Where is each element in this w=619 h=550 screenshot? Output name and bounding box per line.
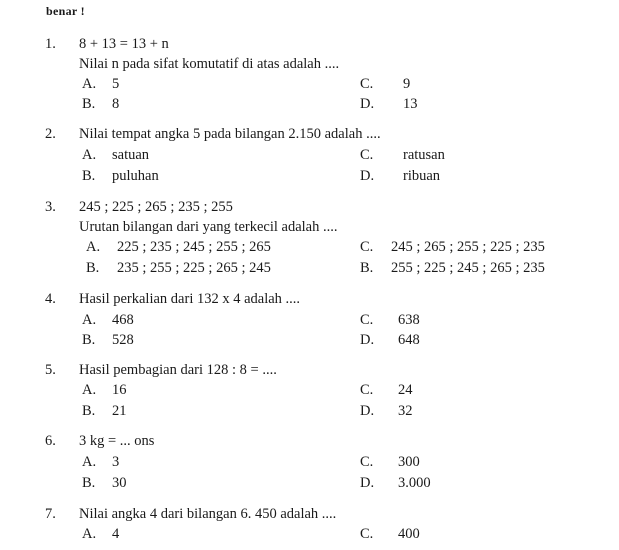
option-letter: B.: [82, 332, 96, 348]
option-letter: A.: [82, 76, 97, 92]
option-letter: B.: [86, 260, 100, 276]
option-letter: D.: [360, 332, 375, 348]
option-letter: D.: [360, 403, 375, 419]
option-a[interactable]: satuan: [112, 147, 150, 163]
question-sub: Nilai n pada sifat komutatif di atas adalah ....: [79, 56, 340, 72]
option-a[interactable]: 225 ; 235 ; 245 ; 255 ; 265: [117, 239, 271, 255]
question-stem: Nilai tempat angka 5 pada bilangan 2.150 adalah ....: [79, 126, 381, 142]
option-letter: A.: [82, 147, 97, 163]
option-letter: C.: [360, 76, 374, 92]
option-a[interactable]: 3: [112, 454, 120, 470]
option-letter: A.: [82, 382, 97, 398]
option-a[interactable]: 5: [112, 76, 120, 92]
question-stem: 3 kg = ... ons: [79, 433, 155, 449]
question-stem: 245 ; 225 ; 265 ; 235 ; 255: [79, 199, 233, 215]
option-d[interactable]: ribuan: [403, 168, 441, 184]
option-c[interactable]: 300: [398, 454, 420, 470]
option-a[interactable]: 468: [112, 312, 134, 328]
option-d[interactable]: 648: [398, 332, 420, 348]
option-letter: B.: [82, 96, 96, 112]
option-c[interactable]: 245 ; 265 ; 255 ; 225 ; 235: [391, 239, 545, 255]
option-c[interactable]: 24: [398, 382, 413, 398]
option-b[interactable]: 21: [112, 403, 127, 419]
option-letter: C.: [360, 382, 374, 398]
option-letter: B.: [82, 168, 96, 184]
option-b[interactable]: 30: [112, 475, 127, 491]
question-number: 1.: [45, 36, 56, 52]
option-c[interactable]: 638: [398, 312, 420, 328]
option-a[interactable]: 16: [112, 382, 127, 398]
question-stem: Hasil pembagian dari 128 : 8 = ....: [79, 362, 277, 378]
option-letter: C.: [360, 454, 374, 470]
question-number: 7.: [45, 506, 56, 522]
option-letter: B.: [82, 475, 96, 491]
question-number: 3.: [45, 199, 56, 215]
option-b[interactable]: puluhan: [112, 168, 159, 184]
option-c[interactable]: ratusan: [403, 147, 445, 163]
question-number: 2.: [45, 126, 56, 142]
option-letter: C.: [360, 312, 374, 328]
question-number: 4.: [45, 291, 56, 307]
question-sub: Urutan bilangan dari yang terkecil adalah ....: [79, 219, 338, 235]
question-stem: Nilai angka 4 dari bilangan 6. 450 adalah ....: [79, 506, 337, 522]
question-stem: Hasil perkalian dari 132 x 4 adalah ....: [79, 291, 301, 307]
option-b[interactable]: 8: [112, 96, 120, 112]
option-letter: A.: [86, 239, 101, 255]
option-c[interactable]: 400: [398, 526, 420, 542]
option-d[interactable]: 32: [398, 403, 413, 419]
option-letter: B.: [360, 260, 374, 276]
option-letter: A.: [82, 454, 97, 470]
option-d[interactable]: 13: [403, 96, 418, 112]
option-d[interactable]: 255 ; 225 ; 245 ; 265 ; 235: [391, 260, 545, 276]
option-letter: C.: [360, 526, 374, 542]
option-d[interactable]: 3.000: [398, 475, 431, 491]
option-letter: D.: [360, 96, 375, 112]
page-header: benar !: [46, 4, 85, 18]
question-number: 6.: [45, 433, 56, 449]
option-a[interactable]: 4: [112, 526, 120, 542]
option-c[interactable]: 9: [403, 76, 411, 92]
option-letter: C.: [360, 239, 374, 255]
option-letter: C.: [360, 147, 374, 163]
question-stem: 8 + 13 = 13 + n: [79, 36, 169, 52]
option-b[interactable]: 528: [112, 332, 134, 348]
option-letter: D.: [360, 475, 375, 491]
option-letter: A.: [82, 526, 97, 542]
option-letter: B.: [82, 403, 96, 419]
question-number: 5.: [45, 362, 56, 378]
option-letter: A.: [82, 312, 97, 328]
option-b[interactable]: 235 ; 255 ; 225 ; 265 ; 245: [117, 260, 271, 276]
option-letter: D.: [360, 168, 375, 184]
